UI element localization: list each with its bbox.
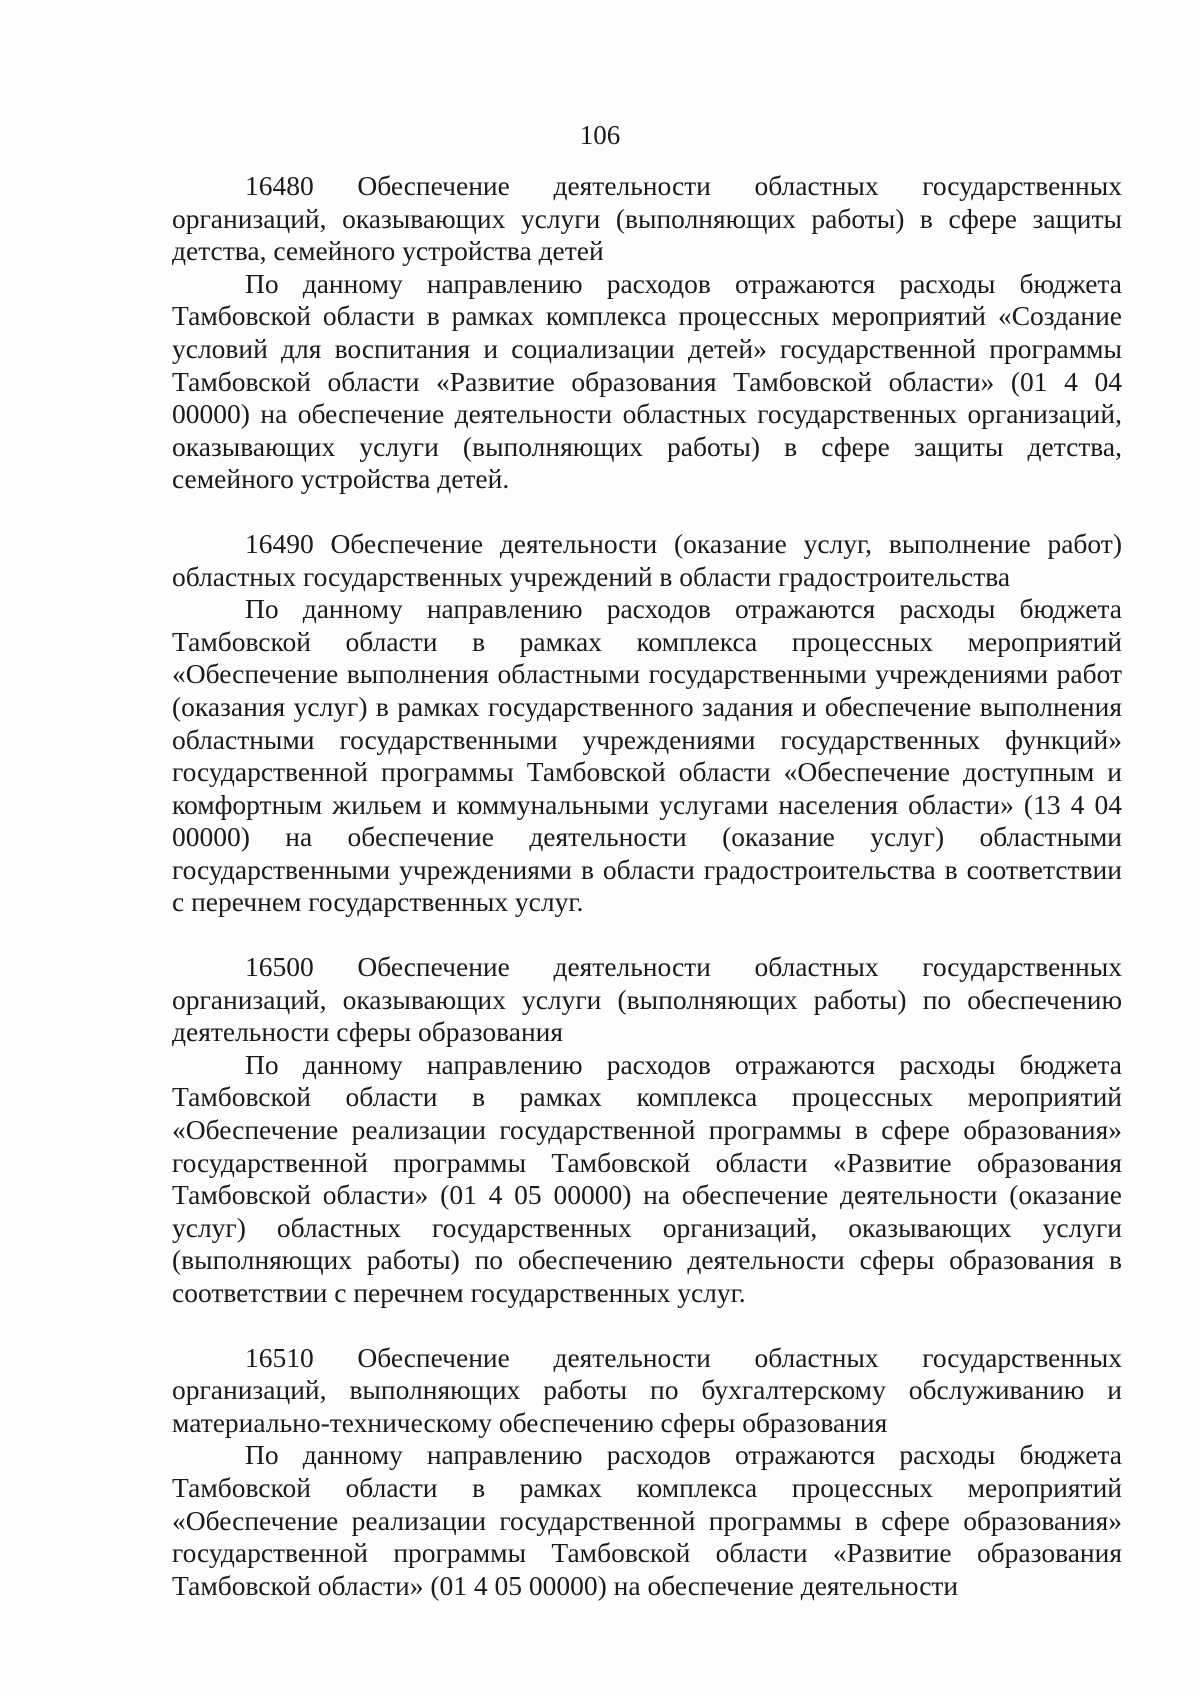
section-heading: 16500 Обеспечение деятельности областных государственных организаций, оказывающих услуги (выполняющих работы) по обеспечению деятельности сферы образования	[172, 951, 1122, 1048]
section-16510	[172, 1342, 1122, 1603]
section-16500	[172, 951, 1122, 1310]
section-16480	[172, 170, 1122, 496]
document-body	[172, 170, 1122, 1602]
section-body: По данному направлению расходов отражаются расходы бюджета Тамбовской области в рамках комплекса процессных мероприятий «Обеспечение реализации государственной программы в сфере образования» государственной программы Тамбовской области «Развитие образования Тамбовской области» (01 4 05 00000) на обеспечение деятельности	[172, 1439, 1122, 1601]
section-body: По данному направлению расходов отражаются расходы бюджета Тамбовской области в рамках комплекса процессных мероприятий «Обеспечение выполнения областными государственными учреждениями работ (оказания услуг) в рамках государственного задания и обеспечение выполнения областными государственными учреждениями государственных функций» государственной программы Тамбовской области «Обеспечение доступным и комфортным жильем и коммунальными услугами населения области» (13 4 04 00000) на обеспечение деятельности (оказание услуг) областными государственными учреждениями в области градостроительства в соответствии с перечнем государственных услуг.	[172, 593, 1122, 918]
section-heading: 16490 Обеспечение деятельности (оказание услуг, выполнение работ) областных государственных учреждений в области градостроительства	[172, 527, 1122, 592]
page-number: 106	[579, 120, 621, 150]
section-heading: 16510 Обеспечение деятельности областных государственных организаций, выполняющих работы по бухгалтерскому обслуживанию и материально-техническому обеспечению сферы образования	[172, 1341, 1122, 1438]
section-heading: 16480 Обеспечение деятельности областных государственных организаций, оказывающих услуги (выполняющих работы) в сфере защиты детства, семейного устройства детей	[172, 170, 1122, 267]
section-body: По данному направлению расходов отражаются расходы бюджета Тамбовской области в рамках комплекса процессных мероприятий «Обеспечение реализации государственной программы в сфере образования» государственной программы Тамбовской области «Развитие образования Тамбовской области» (01 4 05 00000) на обеспечение деятельности (оказание услуг) областных государственных организаций, оказывающих услуги (выполняющих работы) по обеспечению деятельности сферы образования в соответствии с перечнем государственных услуг.	[172, 1048, 1122, 1308]
section-16490	[172, 528, 1122, 919]
section-body: По данному направлению расходов отражаются расходы бюджета Тамбовской области в рамках комплекса процессных мероприятий «Создание условий для воспитания и социализации детей» государственной программы Тамбовской области «Развитие образования Тамбовской области» (01 4 04 00000) на обеспечение деятельности областных государственных организаций, оказывающих услуги (выполняющих работы) в сфере защиты детства, семейного устройства детей.	[172, 267, 1122, 495]
